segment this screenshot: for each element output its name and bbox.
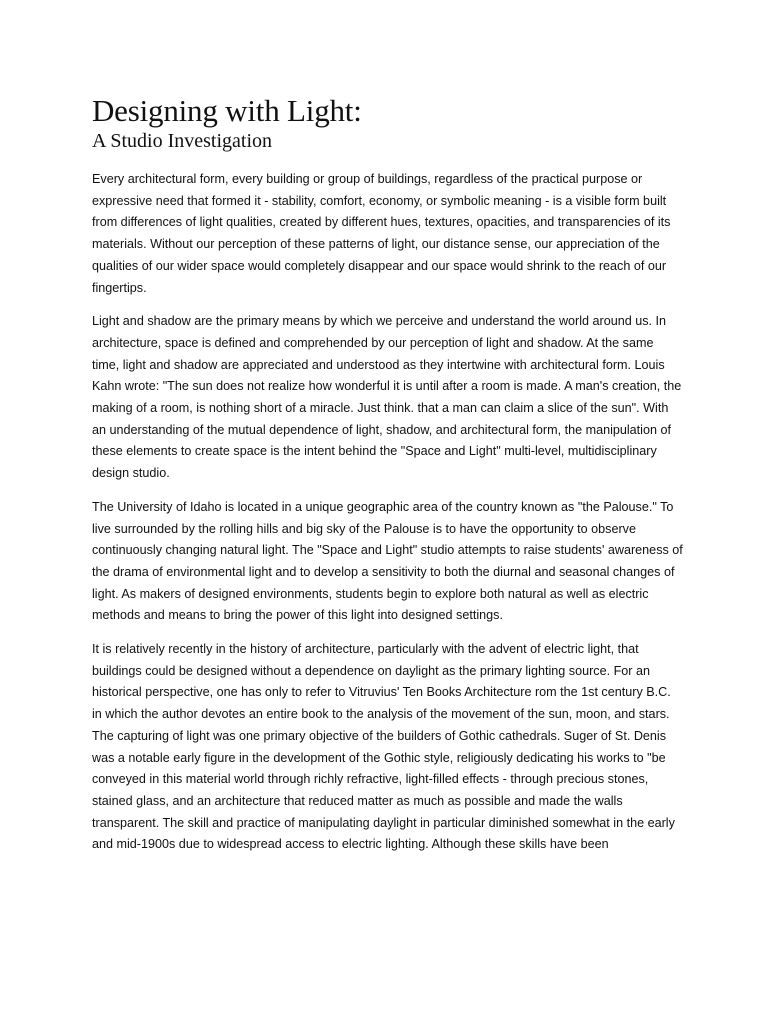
paragraph-2: Light and shadow are the primary means by which we perceive and understand the world around us. In architecture, space is defined and comprehended by our perception of light and shadow. At the same time, light and shadow are appreciated and understood as they intertwine with architectural form. Louis Kahn wrote: "The sun does not realize how wonderful it is until after a room is made. A man's creation, the making of a room, is nothing short of a miracle. Just think. that a man can claim a slice of the sun". With an understanding of the mutual dependence of light, shadow, and architectural form, the manipulation of these elements to create space is the intent behind the "Space and Light" multi-level, multidisciplinary design studio. xyxy=(92,314,682,481)
document-subtitle: A Studio Investigation xyxy=(92,130,272,152)
document-title: Designing with Light: xyxy=(92,93,362,128)
document-page xyxy=(92,94,684,868)
paragraph-4: It is relatively recently in the history of architecture, particularly with the advent of electric light, that buildings could be designed without a dependence on daylight as the primary lighting source. For an historical perspective, one has only to refer to Vitruvius' Ten Books Architecture rom the 1st century B.C. in which the author devotes an entire book to the analysis of the movement of the sun, moon, and stars. The capturing of light was one primary objective of the builders of Gothic cathedrals. Suger of St. Denis was a notable early figure in the development of the Gothic style, religiously dedicating his works to "be conveyed in this material world through richly refractive, light-filled effects - through precious stones, stained glass, and an architecture that reduced matter as much as possible and made the walls transparent. The skill and practice of manipulating daylight in particular diminished somewhat in the early and mid-1900s due to widespread access to electric lighting. Although these skills have been xyxy=(92,642,675,852)
paragraph-1: Every architectural form, every building or group of buildings, regardless of the practical purpose or expressive need that formed it - stability, comfort, economy, or symbolic meaning - is a visible form built from differences of light qualities, created by different hues, textures, opacities, and transparencies of its materials. Without our perception of these patterns of light, our distance sense, our appreciation of the qualities of our wider space would completely disappear and our space would shrink to the reach of our fingertips. xyxy=(92,172,671,295)
paragraph-3: The University of Idaho is located in a unique geographic area of the country known as "the Palouse." To live surrounded by the rolling hills and big sky of the Palouse is to have the opportunity to observe continuously changing natural light. The "Space and Light" studio attempts to raise students' awareness of the drama of environmental light and to develop a sensitivity to both the diurnal and seasonal changes of light. As makers of designed environments, students begin to explore both natural as well as electric methods and means to bring the power of this light into designed settings. xyxy=(92,499,683,623)
